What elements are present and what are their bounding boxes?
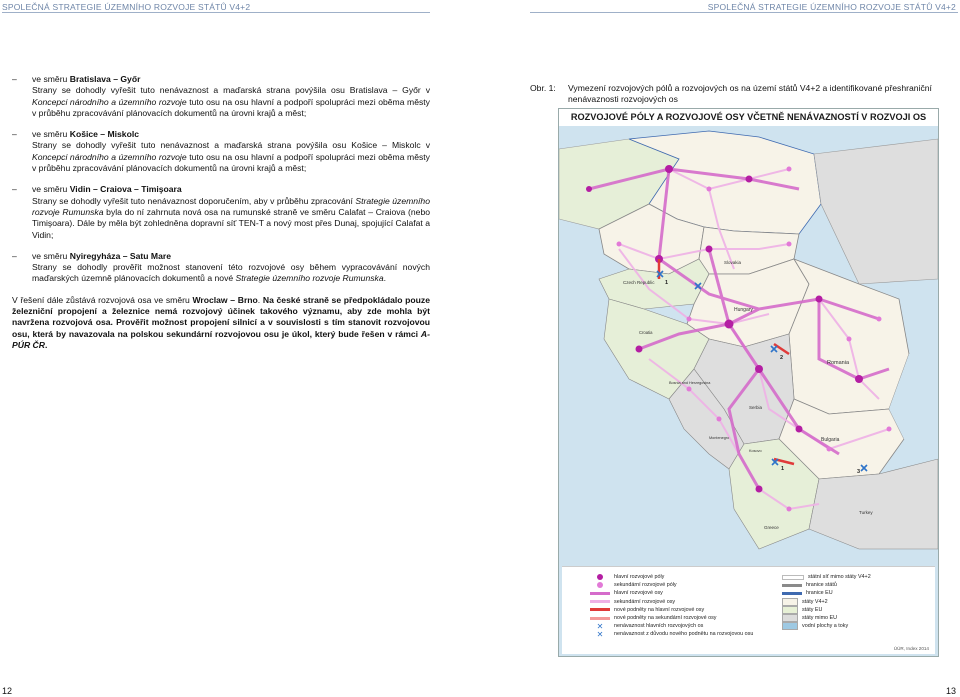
marker-number-1a: 1 — [665, 280, 669, 286]
legend-swatch — [782, 575, 804, 580]
document-reference: Strategie územního rozvoje Rumunska — [235, 273, 384, 284]
list-item-body — [32, 140, 430, 174]
body-text: Strany se dohodly vyřešit tuto nenávaznost doporučením, aby v průběhu zpracování — [32, 195, 356, 206]
legend-swatch — [782, 584, 802, 587]
list-item-direction: Vidin – Craiova – Timişoara — [69, 184, 182, 195]
header-rule-left — [2, 12, 430, 13]
legend-item — [782, 573, 871, 581]
document-reference: Koncepci národního a územního rozvoje — [32, 96, 187, 107]
page-number-left: 12 — [2, 686, 13, 696]
development-axes-map — [558, 108, 939, 657]
paragraph-text-2: . — [257, 294, 263, 305]
label-bulgaria: Bulgaria — [821, 437, 840, 443]
body-text: tuto osu na osu hlavní a podpoří spolupráci mezi oběma městy v průběhu zpracovávání plánovacích dokumentů na úrovni krajů a měst; — [32, 151, 430, 174]
legend-item — [590, 573, 753, 581]
legend-item — [590, 581, 753, 589]
legend-swatch — [590, 617, 610, 620]
marker-number-3: 3 — [857, 469, 861, 475]
left-column — [12, 74, 430, 351]
label-serbia: Serbia — [749, 405, 763, 410]
body-text: Strany se dohodly vyřešit tuto nenávaznost a maďarská strana povýšila osu Košice – Miskolc v — [32, 140, 430, 151]
page-number-right: 13 — [945, 686, 956, 696]
map-copyright: ÚÚR, Index 2014 — [893, 646, 929, 651]
figure-caption — [530, 83, 954, 105]
list-item-title — [32, 129, 430, 140]
paragraph-end: . — [44, 339, 48, 350]
legend-label: sekundární rozvojové póly — [614, 582, 677, 589]
discontinuity-list — [12, 74, 430, 285]
legend-swatch — [590, 600, 610, 603]
list-item-prefix: ve směru — [32, 250, 70, 261]
label-slovakia: Slovakia — [724, 260, 742, 265]
map-title: ROZVOJOVÉ PÓLY A ROZVOJOVÉ OSY VČETNĚ NENÁVAZNOSTÍ V ROZVOJI OS — [559, 109, 938, 126]
label-bih: Bosnia and Herzegovina — [669, 381, 711, 385]
legend-label: státní síť mimo státy V4+2 — [808, 574, 871, 581]
list-item — [12, 74, 430, 119]
legend-item — [782, 598, 871, 606]
map-legend — [562, 566, 935, 654]
paragraph-text-bold: Na české straně se předpokládalo pouze železniční propojení a železnice nemá rozvojový účinek takového významu, aby zde mohla být navržena rozvojová osa. Prověřit možnost propojení silnicí a v souvislosti s tím stanovit rozvojovou osu, která by navazovala na polskou sekundární rozvojovou osu je úkol, který bude řešen v rámci — [12, 294, 431, 339]
legend-item — [590, 614, 753, 622]
body-text: . — [383, 273, 387, 284]
body-text: tuto osu na osu hlavní a podpoří spolupráci mezi oběma městy v průběhu zpracovávání plánovacích dokumentů na úrovni krajů a měst; — [32, 96, 430, 118]
legend-swatch — [590, 592, 610, 595]
list-item-body — [32, 262, 430, 285]
legend-item — [590, 606, 753, 614]
label-czech: Czech Republic — [623, 280, 655, 285]
legend-right-column — [782, 573, 871, 630]
legend-swatch — [590, 582, 610, 588]
paragraph-direction: Wroclaw – Brno — [192, 294, 258, 305]
legend-swatch — [782, 614, 798, 622]
list-item-direction: Nyiregyháza – Satu Mare — [69, 250, 171, 261]
legend-swatch — [782, 592, 802, 595]
label-romania: Romania — [827, 360, 850, 366]
legend-item — [782, 589, 871, 597]
list-dash: – — [12, 129, 17, 140]
legend-swatch — [782, 606, 798, 614]
legend-label: nenávaznost hlavních rozvojových os — [614, 623, 704, 630]
legend-swatch — [782, 622, 798, 630]
list-item — [12, 184, 430, 240]
legend-swatch: ✕ — [596, 621, 604, 631]
list-item-prefix: ve směru — [32, 129, 70, 140]
body-text: byla do ní zahrnuta nová osa na rumunské straně ve směru Calafat – Craiova (nebo Timişoara). Dále by měla být zohledněna dopravní síť TEN-T a nový most přes Dunaj, spojující Calafat a Vidin; — [32, 206, 431, 240]
list-item-title — [32, 74, 430, 85]
list-item-prefix: ve směru — [32, 184, 70, 195]
legend-label: nové podněty na sekundární rozvojové osy — [614, 615, 717, 622]
legend-swatch: ✕ — [596, 629, 604, 639]
list-item — [12, 129, 430, 174]
list-item-prefix: ve směru — [32, 74, 70, 84]
list-item-body — [32, 196, 430, 241]
label-montenegro: Montenegro — [709, 436, 730, 440]
legend-label: hranice EU — [806, 590, 833, 597]
document-reference: Strategie územního rozvoje Rumunska — [32, 195, 430, 217]
list-item-direction: Košice – Miskolc — [69, 129, 139, 140]
list-item-direction: Bratislava – Győr — [69, 74, 141, 84]
body-text: Strany se dohodly vyřešit tuto nenávaznost a maďarská strana povýšila osu Bratislava – Győr v — [32, 85, 430, 96]
list-item-title — [32, 184, 430, 195]
legend-item — [590, 598, 753, 606]
legend-swatch — [590, 574, 610, 580]
list-dash: – — [12, 250, 17, 261]
legend-item — [782, 581, 871, 589]
paragraph-text-1: V řešení dále zůstává rozvojová osa ve směru — [12, 294, 193, 305]
running-header-left: SPOLEČNÁ STRATEGIE ÚZEMNÍHO ROZVOJE STÁTŮ V4+2 — [2, 2, 251, 12]
legend-label: hlavní rozvojové osy — [614, 590, 663, 597]
legend-label: sekundární rozvojové osy — [614, 598, 676, 605]
label-hungary: Hungary — [734, 307, 753, 313]
legend-label: státy EU — [802, 606, 823, 613]
legend-label: hranice států — [806, 582, 837, 589]
marker-number-1b: 1 — [781, 466, 785, 472]
document-reference: Koncepci národního a územního rozvoje — [32, 151, 187, 162]
closing-paragraph — [12, 295, 430, 351]
legend-label: nenávaznost z důvodu nového podnětu na rozvojovou osu — [614, 631, 754, 638]
label-croatia: Croatia — [639, 330, 653, 335]
legend-label: státy mimo EU — [802, 615, 838, 622]
running-header-right: SPOLEČNÁ STRATEGIE ÚZEMNÍHO ROZVOJE STÁTŮ V4+2 — [707, 2, 956, 12]
figure-label: Obr. 1: — [530, 83, 556, 93]
list-dash: – — [12, 74, 17, 84]
list-item — [12, 251, 430, 285]
paragraph-document: A-PÚR ČR — [12, 328, 430, 350]
label-kosovo: Kosovo — [749, 449, 762, 453]
legend-item — [782, 622, 871, 630]
legend-label: hlavní rozvojové póly — [614, 574, 665, 581]
label-greece: Greece — [764, 525, 779, 530]
legend-left-column — [590, 573, 753, 639]
list-item-title — [32, 251, 430, 262]
legend-label: státy V4+2 — [802, 598, 828, 605]
list-dash: – — [12, 184, 17, 195]
body-text: Strany se dohodly prověřit možnost stanovení této rozvojové osy během vypracovávání nových maďarských územně plánovacích dokumentů a nové — [32, 262, 430, 284]
legend-item — [590, 622, 753, 630]
marker-number-2: 2 — [780, 355, 784, 361]
legend-swatch — [782, 598, 798, 606]
legend-item — [782, 614, 871, 622]
legend-item — [590, 630, 753, 638]
legend-item — [590, 589, 753, 597]
legend-swatch — [590, 608, 610, 611]
legend-label: vodní plochy a toky — [802, 623, 849, 630]
legend-label: nové podněty na hlavní rozvojové osy — [614, 606, 705, 613]
label-turkey: Turkey — [859, 510, 873, 515]
list-item-body — [32, 85, 430, 119]
legend-item — [782, 606, 871, 614]
header-rule-right — [530, 12, 958, 13]
figure-caption-text: Vymezení rozvojových pólů a rozvojových os na území států V4+2 a identifikované přeshraniční nenávaznosti rozvojových os — [568, 83, 932, 104]
